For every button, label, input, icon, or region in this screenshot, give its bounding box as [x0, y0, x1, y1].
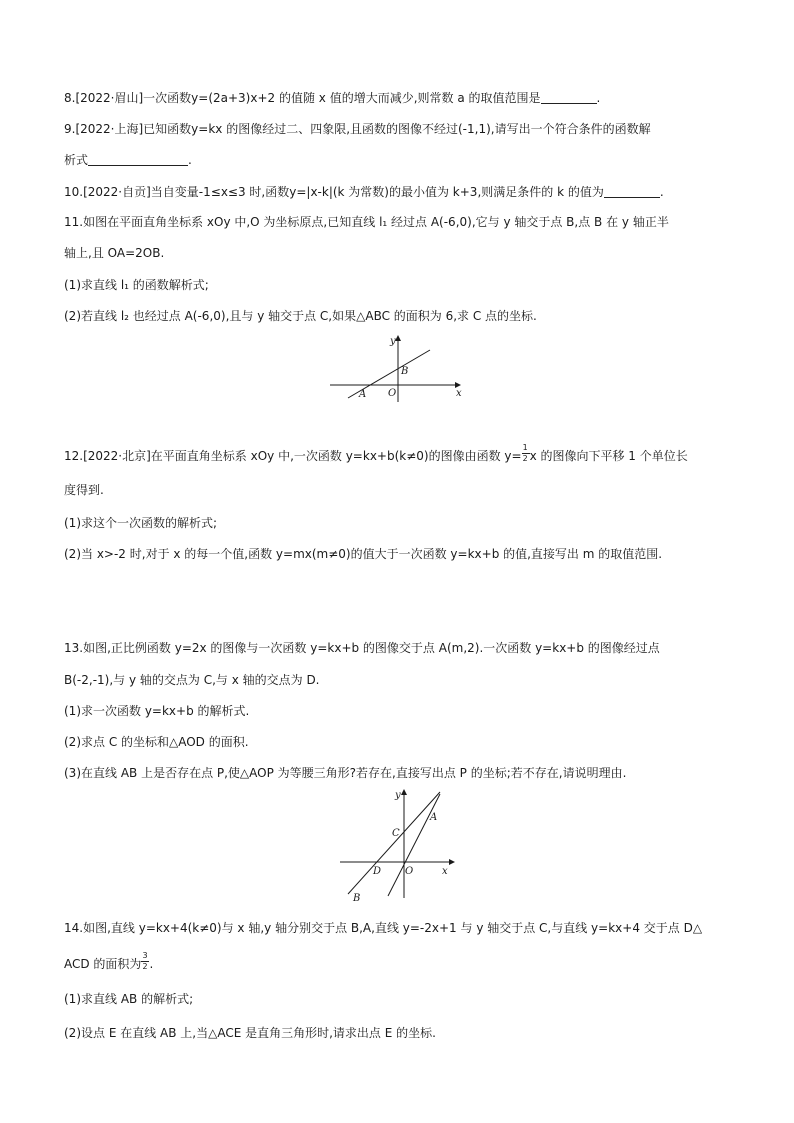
q12-frac-den: 2	[522, 454, 528, 463]
q13-line1: 13.如图,正比例函数 y=2x 的图像与一次函数 y=kx+b 的图像交于点 A(m,2).一次函数 y=kx+b 的图像经过点	[64, 641, 660, 655]
q14-part1: (1)求直线 AB 的解析式;	[64, 992, 194, 1006]
q12-line1-b: x 的图像向下平移 1 个单位长	[529, 449, 688, 463]
label-x: x	[456, 388, 462, 399]
q14-part2: (2)设点 E 在直线 AB 上,当△ACE 是直角三角形时,请求出点 E 的坐标.	[64, 1026, 436, 1040]
label-O: O	[388, 388, 397, 399]
q8-answer-blank[interactable]	[541, 91, 597, 104]
q12-frac-num: 1	[522, 443, 528, 452]
q13-part2: (2)求点 C 的坐标和△AOD 的面积.	[64, 735, 249, 749]
q12-line1	[64, 443, 688, 464]
q14-line2-a: ACD 的面积为	[64, 957, 142, 971]
q12-line1-a: 12.[2022·北京]在平面直角坐标系 xOy 中,一次函数 y=kx+b(k≠0)的图像由函数 y=	[64, 449, 522, 463]
q14-line2	[64, 951, 154, 972]
q13-line2: B(-2,-1),与 y 轴的交点为 C,与 x 轴的交点为 D.	[64, 673, 320, 687]
q14-frac-num: 3	[142, 951, 148, 960]
q9-line1: 9.[2022·上海]已知函数y=kx 的图像经过二、四象限,且函数的图像不经过(-1,1),请写出一个符合条件的函数解	[64, 122, 651, 136]
label-B: B	[401, 366, 409, 377]
q13-graph	[336, 786, 460, 904]
q10-line	[64, 184, 664, 200]
q11-line1: 11.如图在平面直角坐标系 xOy 中,O 为坐标原点,已知直线 l₁ 经过点 A(-6,0),它与 y 轴交于点 B,点 B 在 y 轴正半	[64, 215, 669, 229]
q13-part1: (1)求一次函数 y=kx+b 的解析式.	[64, 704, 250, 718]
q8-text: 8.[2022·眉山]一次函数y=(2a+3)x+2 的值随 x 值的增大而减少,则常数 a 的取值范围是	[64, 91, 541, 105]
q9-line2	[64, 152, 192, 168]
label-C: C	[392, 828, 400, 839]
label-y: y	[395, 790, 401, 801]
line-AB	[348, 792, 440, 894]
q11-part2: (2)若直线 l₂ 也经过点 A(-6,0),且与 y 轴交于点 C,如果△ABC 的面积为 6,求 C 点的坐标.	[64, 309, 537, 323]
label-A: A	[359, 389, 367, 400]
label-A: A	[430, 812, 438, 823]
q11-figure	[326, 332, 466, 404]
q10-answer-blank[interactable]	[604, 185, 660, 198]
q10-text: 10.[2022·自贡]当自变量-1≤x≤3 时,函数y=|x-k|(k 为常数)的最小值为 k+3,则满足条件的 k 的值为	[64, 185, 604, 199]
q11-line2: 轴上,且 OA=2OB.	[64, 246, 165, 260]
q10-tail: .	[659, 185, 664, 199]
q11-part1: (1)求直线 l₁ 的函数解析式;	[64, 278, 209, 292]
q12-part2: (2)当 x>-2 时,对于 x 的每一个值,函数 y=mx(m≠0)的值大于一次函数 y=kx+b 的值,直接写出 m 的取值范围.	[64, 547, 663, 561]
q8-line	[64, 90, 600, 106]
q9-tail: .	[188, 153, 192, 167]
label-D: D	[373, 866, 382, 877]
label-O: O	[405, 866, 414, 877]
q9-line2-text: 析式	[64, 153, 89, 167]
q14-line2-b: .	[149, 957, 154, 971]
q13-figure	[336, 786, 460, 904]
q14-line1: 14.如图,直线 y=kx+4(k≠0)与 x 轴,y 轴分别交于点 B,A,直线 y=-2x+1 与 y 轴交于点 C,与直线 y=kx+4 交于点 D△	[64, 921, 703, 935]
q13-part3: (3)在直线 AB 上是否存在点 P,使△AOP 为等腰三角形?若存在,直接写出点 P 的坐标;若不存在,请说明理由.	[64, 766, 627, 780]
label-y: y	[390, 336, 396, 347]
label-x: x	[442, 866, 448, 877]
q14-frac-den: 2	[142, 962, 148, 971]
q8-tail: .	[596, 91, 601, 105]
q12-fraction	[522, 443, 530, 464]
q12-part1: (1)求这个一次函数的解析式;	[64, 516, 218, 530]
q14-fraction	[141, 951, 149, 972]
q9-answer-blank[interactable]	[88, 153, 188, 166]
label-B: B	[353, 893, 361, 904]
line-y-2x	[388, 794, 440, 896]
q12-line2: 度得到.	[64, 483, 104, 497]
q11-graph	[326, 332, 466, 404]
